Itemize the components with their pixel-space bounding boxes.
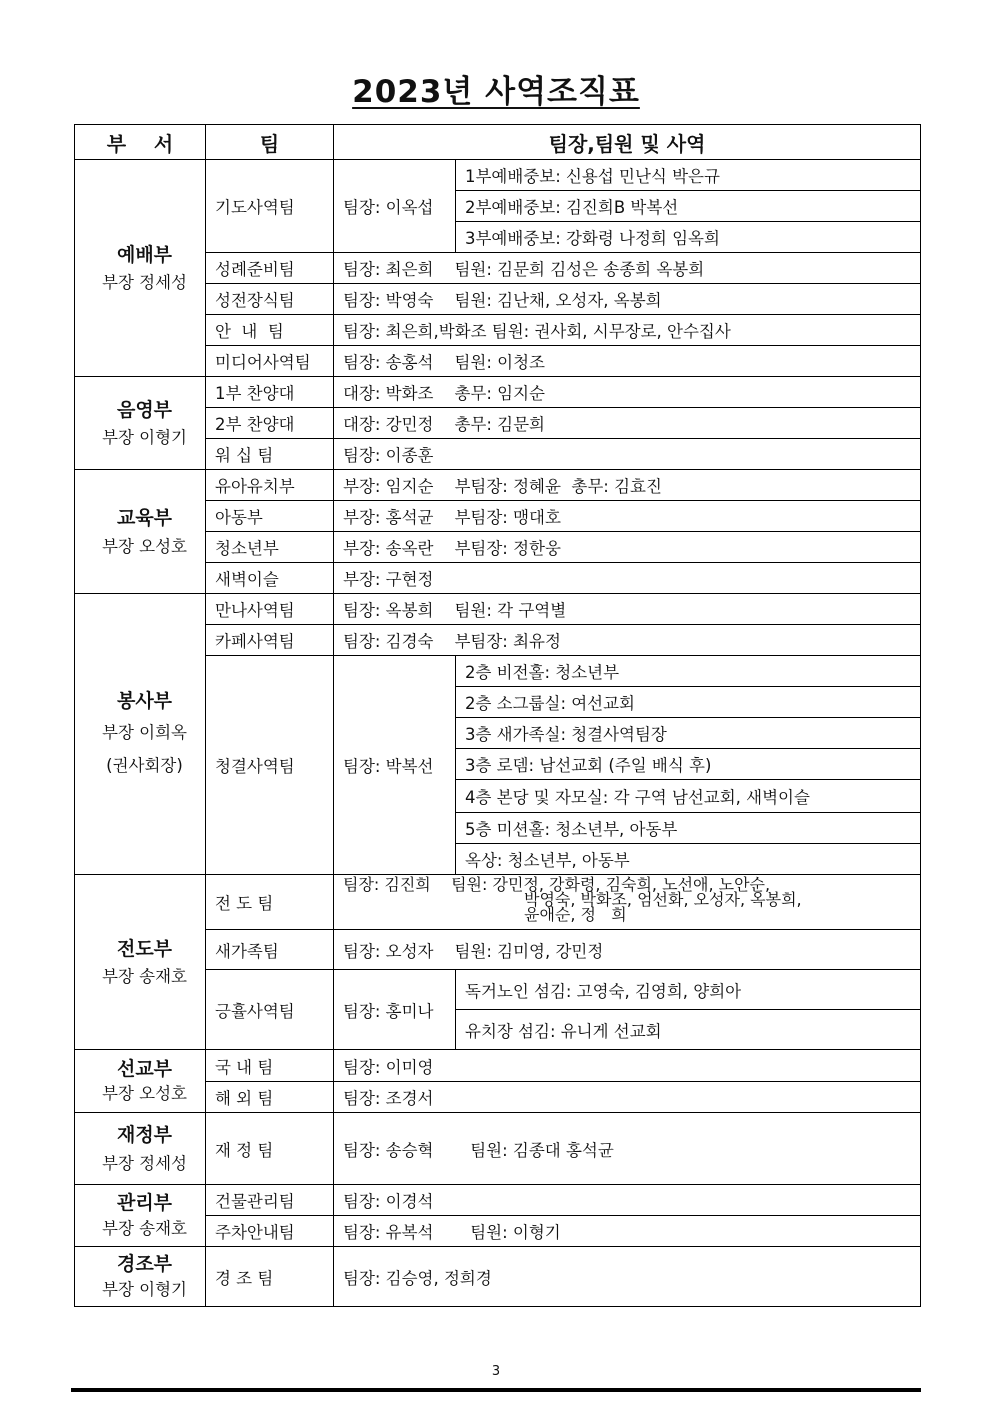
table-row — [75, 594, 921, 625]
table-header-row — [75, 125, 921, 160]
footer-divider — [71, 1388, 921, 1392]
team-members: 대장: 강민정 총무: 김문희 — [334, 408, 921, 439]
dept-head: 부장 송재호 — [102, 967, 187, 986]
dept-name: 경조부 — [116, 1252, 173, 1275]
sub-role: 1부예배중보: 신용섭 민난식 박은규 — [456, 160, 921, 191]
team-name: 만나사역팀 — [206, 594, 334, 625]
team-name: 해 외 팀 — [206, 1082, 334, 1113]
team-members: 팀장: 송홍석 팀원: 이청조 — [334, 346, 921, 377]
table-row — [75, 377, 921, 408]
team-members: 팀장: 송승혁 팀원: 김종대 홍석균 — [334, 1113, 921, 1185]
dept-head: 부장 정세성 — [102, 273, 187, 292]
team-name: 전 도 팀 — [206, 875, 334, 930]
dept-name: 재정부 — [116, 1124, 173, 1147]
dept-cell — [75, 470, 206, 594]
team-name: 청소년부 — [206, 532, 334, 563]
sub-role: 5층 미션홀: 청소년부, 아동부 — [456, 813, 921, 844]
dept-extra: (권사회장) — [106, 756, 183, 776]
sub-role: 4층 본당 및 자모실: 각 구역 남선교회, 새벽이슬 — [456, 780, 921, 813]
page-number: 3 — [491, 1364, 501, 1379]
team-name: 경 조 팀 — [206, 1247, 334, 1307]
table-row — [75, 1113, 921, 1185]
team-name: 미디어사역팀 — [206, 346, 334, 377]
team-name: 국 내 팀 — [206, 1050, 334, 1082]
table-row — [75, 875, 921, 930]
sub-role: 옥상: 청소년부, 아동부 — [456, 844, 921, 875]
member-line: 윤애순, 정 희 — [524, 905, 627, 924]
team-name: 새벽이슬 — [206, 563, 334, 594]
team-members: 부장: 임지순 부팀장: 정혜윤 총무: 김효진 — [334, 470, 921, 501]
dept-head: 부장 오성호 — [102, 536, 187, 556]
dept-cell — [75, 377, 206, 470]
team-members: 팀장: 조경서 — [334, 1082, 921, 1113]
dept-name: 선교부 — [116, 1058, 173, 1081]
team-name: 건물관리팀 — [206, 1185, 334, 1216]
sub-role: 유치장 섬김: 유니게 선교회 — [456, 1010, 921, 1050]
table-row — [75, 1247, 921, 1307]
dept-cell — [75, 594, 206, 875]
team-name: 안 내 팀 — [206, 315, 334, 346]
team-name: 청결사역팀 — [206, 656, 334, 875]
team-members: 팀장: 유복석 팀원: 이형기 — [334, 1216, 921, 1247]
team-name: 1부 찬양대 — [206, 377, 334, 408]
sub-role: 독거노인 섬김: 고영숙, 김영희, 양희아 — [456, 970, 921, 1010]
team-name: 2부 찬양대 — [206, 408, 334, 439]
team-leader: 팀장: 홍미나 — [334, 970, 456, 1050]
dept-head: 부장 정세성 — [102, 1153, 187, 1173]
organization-table — [74, 124, 921, 1307]
member-line: 팀장: 김진희 팀원: 강민정, 강화령, 김숙희, 노선애, 노안순, — [343, 875, 771, 894]
dept-cell — [75, 1113, 206, 1185]
team-name: 워 십 팀 — [206, 439, 334, 470]
dept-name: 전도부 — [116, 937, 173, 960]
team-leader: 팀장: 이옥섭 — [334, 160, 456, 253]
team-members: 팀장: 박영숙 팀원: 김난채, 오성자, 옥봉희 — [334, 284, 921, 315]
team-members: 팀장: 김승영, 정희경 — [334, 1247, 921, 1307]
team-name: 새가족팀 — [206, 930, 334, 970]
dept-cell — [75, 1247, 206, 1307]
team-members: 부장: 구현정 — [334, 563, 921, 594]
dept-cell — [75, 160, 206, 377]
team-members: 대장: 박화조 총무: 임지순 — [334, 377, 921, 408]
team-leader: 팀장: 박복선 — [334, 656, 456, 875]
dept-name: 교육부 — [116, 507, 173, 530]
sub-role: 2층 소그룹실: 여선교회 — [456, 687, 921, 718]
dept-name: 예배부 — [116, 243, 173, 266]
dept-head: 부장 이형기 — [102, 428, 187, 447]
team-name: 기도사역팀 — [206, 160, 334, 253]
table-row — [75, 470, 921, 501]
team-members: 팀장: 최은희 팀원: 김문희 김성은 송종희 옥봉희 — [334, 253, 921, 284]
team-members: 팀장: 이경석 — [334, 1185, 921, 1216]
team-members — [334, 875, 921, 930]
team-members: 팀장: 김경숙 부팀장: 최유정 — [334, 625, 921, 656]
team-name: 재 정 팀 — [206, 1113, 334, 1185]
header-roles: 팀장,팀원 및 사역 — [334, 125, 921, 160]
dept-head: 부장 이형기 — [102, 1280, 187, 1300]
dept-name: 음영부 — [116, 398, 173, 421]
team-name: 성전장식팀 — [206, 284, 334, 315]
team-name: 유아유치부 — [206, 470, 334, 501]
dept-head: 부장 오성호 — [102, 1083, 187, 1103]
team-members: 팀장: 이미영 — [334, 1050, 921, 1082]
dept-head: 부장 이희옥 — [102, 723, 187, 743]
member-line: 박영숙, 박화조, 엄선화, 오성자, 옥봉희, — [524, 890, 802, 909]
team-name: 주차안내팀 — [206, 1216, 334, 1247]
dept-cell — [75, 1050, 206, 1113]
sub-role: 2부예배중보: 김진희B 박복선 — [456, 191, 921, 222]
header-team: 팀 — [206, 125, 334, 160]
sub-role: 3부예배중보: 강화령 나정희 임옥희 — [456, 222, 921, 253]
team-members: 팀장: 오성자 팀원: 김미영, 강민정 — [334, 930, 921, 970]
dept-head: 부장 송재호 — [102, 1219, 187, 1239]
team-name: 긍휼사역팀 — [206, 970, 334, 1050]
table-row — [75, 160, 921, 191]
team-members: 팀장: 옥봉희 팀원: 각 구역별 — [334, 594, 921, 625]
team-members: 팀장: 최은희,박화조 팀원: 권사회, 시무장로, 안수집사 — [334, 315, 921, 346]
team-name: 성례준비팀 — [206, 253, 334, 284]
table-row — [75, 1185, 921, 1216]
team-name: 카페사역팀 — [206, 625, 334, 656]
sub-role: 3층 새가족실: 청결사역팀장 — [456, 718, 921, 749]
team-members: 부장: 홍석균 부팀장: 맹대호 — [334, 501, 921, 532]
team-members: 팀장: 이종훈 — [334, 439, 921, 470]
sub-role: 3층 로뎀: 남선교회 (주일 배식 후) — [456, 749, 921, 780]
dept-cell — [75, 875, 206, 1050]
team-members: 부장: 송옥란 부팀장: 정한웅 — [334, 532, 921, 563]
page-title: 2023년 사역조직표 — [352, 74, 640, 110]
header-dept: 부 서 — [75, 125, 206, 160]
table-row — [75, 1050, 921, 1082]
dept-cell — [75, 1185, 206, 1247]
dept-name: 봉사부 — [116, 689, 173, 712]
dept-name: 관리부 — [116, 1191, 173, 1214]
sub-role: 2층 비전홀: 청소년부 — [456, 656, 921, 687]
team-name: 아동부 — [206, 501, 334, 532]
